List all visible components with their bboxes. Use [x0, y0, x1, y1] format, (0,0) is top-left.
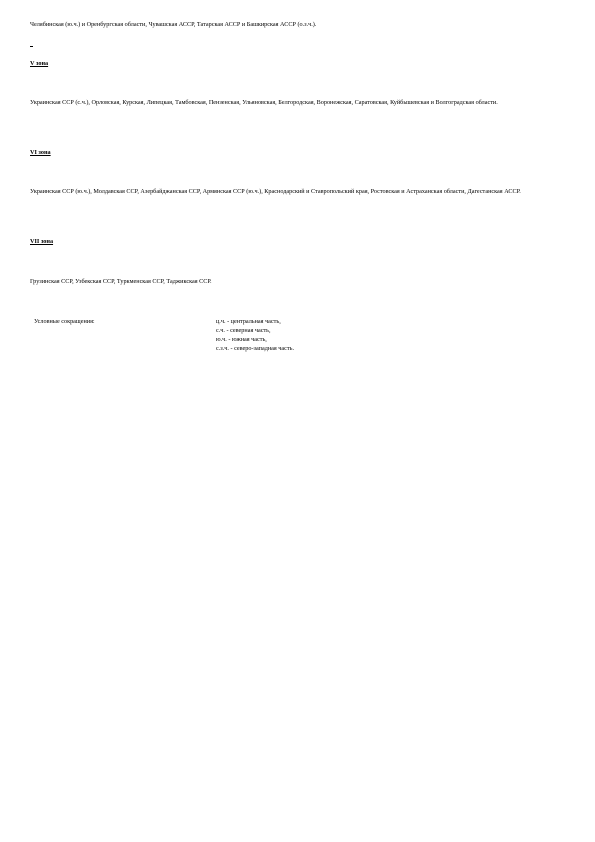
zone-6-heading: VI зона — [30, 149, 51, 156]
zone-6-text: Украинская ССР (ю.ч.), Молдавская ССР, Азербайджанская ССР, Армянская ССР (ю.ч.), Краснодарский и Ставропольский края, Ростовская и Астраханская области, Дагестанская АССР. — [30, 188, 521, 195]
zone-5-heading: V зона — [30, 60, 49, 67]
dash-mark — [30, 46, 33, 47]
zone-5-text: Украинская ССР (с.ч.), Орловская, Курская, Липецкая, Тамбовская, Пензенская, Ульяновская, Белгородская, Воронежская, Саратовская, Куйбышевская и Волгоградская области. — [30, 99, 498, 106]
abbreviations-label: Условные сокращения: — [34, 318, 95, 325]
abbreviation-item: ц.ч. - центральная часть, — [216, 318, 281, 325]
intro-line: Челябинская (ю.ч.) и Оренбургская области, Чувашская АССР, Татарская АССР и Башкирская АССР (о.з.ч.). — [30, 21, 317, 28]
abbreviation-item: с.ч. - северная часть, — [216, 327, 271, 334]
abbreviations-list — [216, 317, 294, 353]
abbreviation-item: ю.ч. - южная часть, — [216, 336, 267, 343]
zone-7-text: Грузинская ССР, Узбекская ССР, Туркменская ССР, Таджикская ССР. — [30, 278, 212, 285]
abbreviation-item: с.з.ч. - северо-западная часть. — [216, 345, 294, 352]
zone-7-heading: VII зона — [30, 238, 54, 245]
